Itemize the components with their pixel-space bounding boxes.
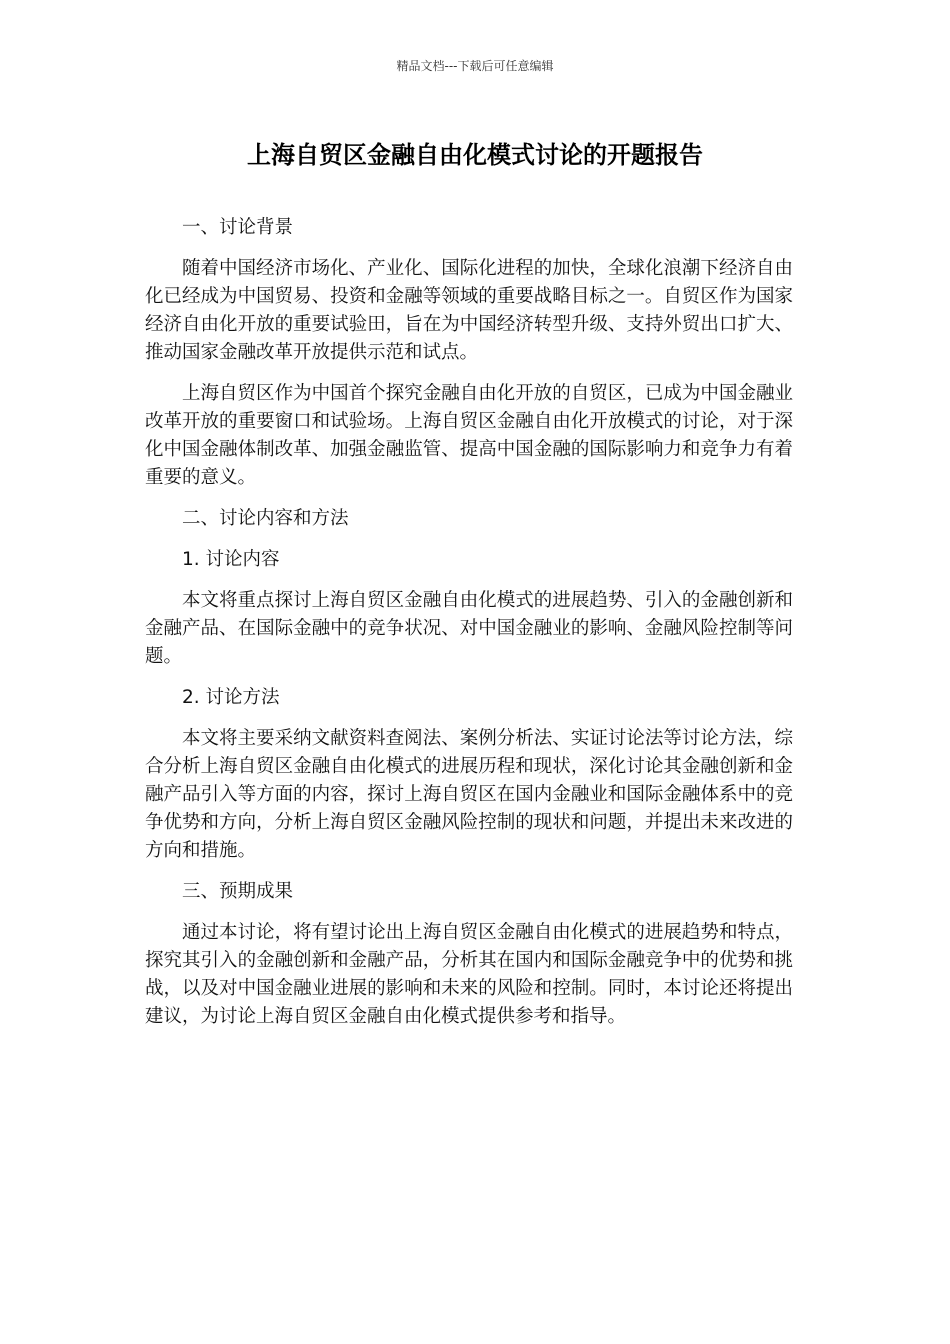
paragraph-expected-results: 通过本讨论，将有望讨论出上海自贸区金融自由化模式的进展趋势和特点，探究其引入的金融创新和金融产品，分析其在国内和国际金融竞争中的优势和挑战，以及对中国金融业进展的影响和未来的风险和控制。同时，本讨论还将提出建议，为讨论上海自贸区金融自由化模式提供参考和指导。: [145, 922, 793, 1027]
section-heading-content-methods: 二、讨论内容和方法: [182, 508, 349, 529]
paragraph-content: 本文将重点探讨上海自贸区金融自由化模式的进展趋势、引入的金融创新和金融产品、在国际金融中的竞争状况、对中国金融业的影响、金融风险控制等问题。: [145, 590, 793, 667]
document-body: [145, 214, 793, 1044]
document-title: 上海自贸区金融自由化模式讨论的开题报告: [247, 141, 703, 169]
paragraph-background-2: 上海自贸区作为中国首个探究金融自由化开放的自贸区，已成为中国金融业改革开放的重要窗口和试验场。上海自贸区金融自由化开放模式的讨论，对于深化中国金融体制改革、加强金融监管、提高中国金融的国际影响力和竞争力有着重要的意义。: [145, 383, 793, 488]
section-heading-background: 一、讨论背景: [182, 217, 294, 238]
paragraph-methods: 本文将主要采纳文献资料查阅法、案例分析法、实证讨论法等讨论方法，综合分析上海自贸区金融自由化模式的进展历程和现状，深化讨论其金融创新和金融产品引入等方面的内容，探讨上海自贸区在国内金融业和国际金融体系中的竞争优势和方向，分析上海自贸区金融风险控制的现状和问题，并提出未来改进的方向和措施。: [145, 728, 793, 861]
subheading-methods: 2. 讨论方法: [182, 687, 280, 708]
header-note: 精品文档---下载后可任意编辑: [396, 59, 554, 73]
subheading-content: 1. 讨论内容: [182, 549, 280, 570]
paragraph-background-1: 随着中国经济市场化、产业化、国际化进程的加快，全球化浪潮下经济自由化已经成为中国贸易、投资和金融等领域的重要战略目标之一。自贸区作为国家经济自由化开放的重要试验田，旨在为中国经济转型升级、支持外贸出口扩大、推动国家金融改革开放提供示范和试点。: [145, 258, 793, 363]
section-heading-expected-results: 三、预期成果: [182, 881, 294, 902]
